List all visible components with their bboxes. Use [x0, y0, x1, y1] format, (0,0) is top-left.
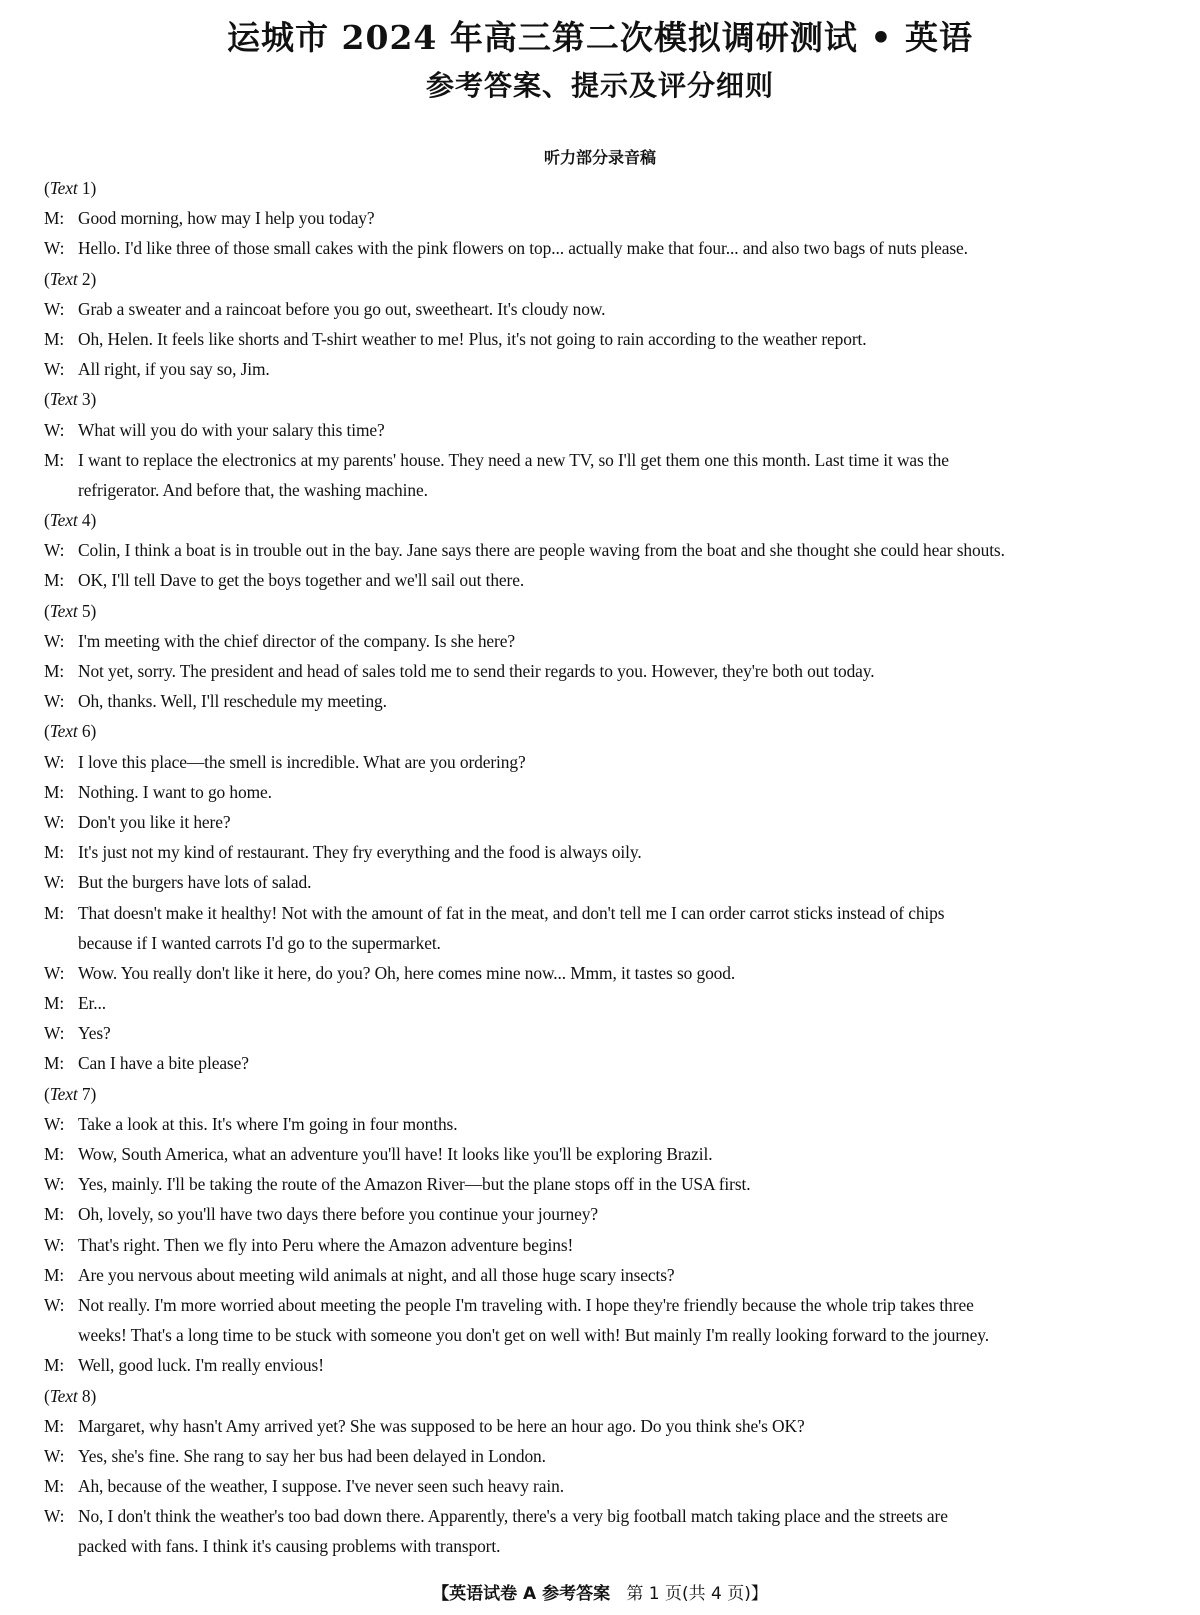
speaker-tag: M: — [44, 1264, 65, 1285]
dialogue-line — [44, 656, 1174, 686]
speaker-tag: W: — [44, 540, 65, 561]
dialogue-text: Wow. You really don't like it here, do you? Oh, here comes mine now... Mmm, it tastes so good. — [78, 962, 736, 983]
dialogue-text: That doesn't make it healthy! Not with the amount of fat in the meat, and don't tell me I can order carrot sticks instead of chips — [78, 902, 945, 923]
dialogue-text: Don't you like it here? — [78, 811, 231, 832]
dialogue-text: Wow, South America, what an adventure you'll have! It looks like you'll be exploring Brazil. — [78, 1144, 713, 1164]
text-label-word: Text — [49, 268, 78, 289]
dialogue-text: That's right. Then we fly into Peru where the Amazon adventure begins! — [78, 1234, 574, 1255]
dialogue-text: OK, I'll tell Dave to get the boys together and we'll sail out there. — [78, 570, 525, 591]
speaker-tag: M: — [44, 993, 65, 1014]
dialogue-text: Well, good luck. I'm really envious! — [78, 1355, 324, 1376]
dialogue-line — [44, 324, 1174, 354]
dialogue-text: No, I don't think the weather's too bad down there. Apparently, there's a very big football match taking place and the streets are — [78, 1506, 948, 1527]
speaker-tag: M: — [44, 570, 65, 591]
dialogue-text: All right, if you say so, Jim. — [78, 359, 270, 380]
speaker-tag: W: — [44, 298, 65, 319]
speaker-tag: M: — [44, 1476, 65, 1497]
text-label-number: 1 — [81, 178, 91, 198]
text-label-word: Text — [49, 389, 78, 410]
speaker-tag: W: — [44, 1445, 65, 1466]
dialogue-continuation: weeks! That's a long time to be stuck with someone you don't get on well with! But mainly I'm really looking forward to the journey. — [78, 1325, 989, 1346]
speaker-tag: M: — [44, 902, 65, 923]
speaker-tag: W: — [44, 238, 65, 259]
text-label: (Text 2) — [44, 268, 97, 289]
speaker-tag: M: — [44, 328, 65, 349]
text-label-number: 4 — [81, 510, 91, 531]
listening-transcript — [44, 173, 1174, 1562]
speaker-tag: W: — [44, 1294, 65, 1315]
dialogue-text: I want to replace the electronics at my parents' house. They need a new TV, so I'll get them one this month. Last time it was the — [78, 449, 949, 470]
dialogue-line — [44, 837, 1174, 867]
dialogue-line — [44, 1350, 1174, 1380]
text-label-number: 6 — [81, 721, 91, 742]
dialogue-text: What will you do with your salary this time? — [78, 419, 385, 440]
dialogue-line — [44, 867, 1174, 897]
dialogue-line — [44, 988, 1174, 1018]
dialogue-line — [44, 958, 1174, 988]
page-title: 运城市 2024 年高三第二次模拟调研测试 • 英语 — [227, 18, 973, 57]
text-label-number: 8 — [81, 1385, 91, 1406]
text-label: (Text 5) — [44, 600, 97, 621]
dialogue-line — [44, 626, 1174, 656]
text-label-word: Text — [49, 1385, 78, 1406]
section-heading: 听力部分录音稿 — [543, 148, 656, 167]
dialogue-line — [44, 445, 1174, 475]
speaker-tag: W: — [44, 962, 65, 983]
dialogue-line — [44, 415, 1174, 445]
speaker-tag: M: — [44, 449, 65, 470]
dialogue-text: Er... — [78, 993, 106, 1014]
dialogue-line — [44, 535, 1174, 565]
dialogue-line — [44, 1471, 1174, 1501]
dialogue-line — [44, 1411, 1174, 1441]
speaker-tag: M: — [44, 1415, 65, 1436]
dialogue-text: Nothing. I want to go home. — [78, 781, 272, 802]
dialogue-line — [44, 354, 1174, 384]
speaker-tag: W: — [44, 419, 65, 440]
speaker-tag: M: — [44, 842, 65, 863]
dialogue-text: It's just not my kind of restaurant. They fry everything and the food is always oily. — [78, 842, 642, 863]
speaker-tag: W: — [44, 1023, 65, 1044]
text-label-word: Text — [49, 721, 78, 742]
speaker-tag: M: — [44, 1144, 65, 1164]
text-label: (Text 8) — [44, 1385, 97, 1406]
dialogue-continuation: because if I wanted carrots I'd go to the supermarket. — [78, 932, 441, 953]
dialogue-line — [44, 1230, 1174, 1260]
text-label-word: Text — [49, 1083, 78, 1104]
page-subtitle: 参考答案、提示及评分细则 — [425, 69, 774, 102]
text-label: (Text 6) — [44, 721, 97, 742]
dialogue-line — [44, 1290, 1174, 1320]
speaker-tag: W: — [44, 691, 65, 712]
dialogue-text: Yes? — [78, 1023, 111, 1044]
dialogue-line — [44, 294, 1174, 324]
dialogue-text: Colin, I think a boat is in trouble out in the bay. Jane says there are people waving from the boat and she thought she could hear shouts. — [78, 540, 1005, 561]
dialogue-line — [44, 1501, 1174, 1531]
dialogue-text: I'm meeting with the chief director of the company. Is she here? — [78, 630, 515, 651]
speaker-tag: M: — [44, 208, 65, 229]
dialogue-line — [44, 565, 1174, 595]
dialogue-line — [44, 1199, 1174, 1229]
dialogue-text: Oh, lovely, so you'll have two days there before you continue your journey? — [78, 1204, 598, 1225]
dialogue-text: Not yet, sorry. The president and head of sales told me to send their regards to you. However, they're both out today. — [78, 661, 875, 681]
speaker-tag: W: — [44, 872, 65, 893]
speaker-tag: M: — [44, 1355, 65, 1376]
text-label-word: Text — [49, 510, 78, 531]
speaker-tag: M: — [44, 781, 65, 802]
dialogue-text: Not really. I'm more worried about meeting the people I'm traveling with. I hope they're friendly because the whole trip takes three — [78, 1294, 974, 1315]
dialogue-text: But the burgers have lots of salad. — [78, 872, 312, 893]
dialogue-text: Can I have a bite please? — [78, 1053, 249, 1074]
dialogue-line — [44, 1109, 1174, 1139]
text-label: (Text 3) — [44, 389, 97, 410]
dialogue-line — [44, 203, 1174, 233]
dialogue-text: Hello. I'd like three of those small cakes with the pink flowers on top... actually make that four... and also two bags of nuts please. — [78, 238, 968, 259]
speaker-tag: W: — [44, 630, 65, 651]
speaker-tag: M: — [44, 661, 65, 681]
page-footer — [0, 1582, 1200, 1606]
speaker-tag: M: — [44, 1053, 65, 1074]
dialogue-text: I love this place—the smell is incredible. What are you ordering? — [78, 751, 526, 772]
speaker-tag: W: — [44, 1113, 65, 1134]
speaker-tag: W: — [44, 751, 65, 772]
text-label-number: 5 — [81, 600, 91, 621]
dialogue-line — [44, 807, 1174, 837]
footer-label: 【英语试卷 A 参考答案 — [432, 1584, 611, 1604]
speaker-tag: M: — [44, 1204, 65, 1225]
dialogue-continuation: packed with fans. I think it's causing problems with transport. — [78, 1536, 501, 1557]
dialogue-text: Yes, she's fine. She rang to say her bus had been delayed in London. — [78, 1445, 546, 1466]
dialogue-line — [44, 747, 1174, 777]
footer-page-info: 第 1 页(共 4 页)】 — [626, 1584, 768, 1604]
speaker-tag: W: — [44, 1506, 65, 1527]
dialogue-line — [44, 1018, 1174, 1048]
text-label-word: Text — [49, 600, 78, 621]
text-label: (Text 4) — [44, 510, 97, 531]
speaker-tag: W: — [44, 359, 65, 380]
dialogue-line — [44, 1441, 1174, 1471]
dialogue-line — [44, 777, 1174, 807]
text-label-number: 3 — [81, 389, 91, 410]
dialogue-text: Take a look at this. It's where I'm going in four months. — [78, 1113, 458, 1134]
speaker-tag: W: — [44, 811, 65, 832]
speaker-tag: W: — [44, 1174, 65, 1195]
dialogue-text: Yes, mainly. I'll be taking the route of the Amazon River—but the plane stops off in the USA first. — [78, 1174, 751, 1195]
speaker-tag: W: — [44, 1234, 65, 1255]
dialogue-line — [44, 1260, 1174, 1290]
text-label: (Text 7) — [44, 1083, 97, 1104]
dialogue-text: Oh, Helen. It feels like shorts and T-shirt weather to me! Plus, it's not going to rain according to the weather report. — [78, 328, 867, 349]
dialogue-text: Ah, because of the weather, I suppose. I've never seen such heavy rain. — [78, 1476, 564, 1497]
text-label-number: 2 — [81, 268, 91, 289]
dialogue-line — [44, 1048, 1174, 1078]
dialogue-line — [44, 1139, 1174, 1169]
dialogue-line — [44, 1169, 1174, 1199]
dialogue-line — [44, 898, 1174, 928]
dialogue-line — [44, 686, 1174, 716]
dialogue-text: Grab a sweater and a raincoat before you go out, sweetheart. It's cloudy now. — [78, 298, 606, 319]
text-label-word: Text — [49, 178, 78, 198]
dialogue-text: Margaret, why hasn't Amy arrived yet? She was supposed to be here an hour ago. Do you think she's OK? — [78, 1415, 805, 1436]
text-label: (Text 1) — [44, 178, 97, 198]
text-label-number: 7 — [81, 1083, 91, 1104]
dialogue-continuation: refrigerator. And before that, the washing machine. — [78, 479, 428, 500]
dialogue-text: Good morning, how may I help you today? — [78, 208, 375, 229]
dialogue-text: Are you nervous about meeting wild animals at night, and all those huge scary insects? — [78, 1264, 675, 1285]
dialogue-text: Oh, thanks. Well, I'll reschedule my meeting. — [78, 691, 387, 712]
dialogue-line — [44, 233, 1174, 263]
